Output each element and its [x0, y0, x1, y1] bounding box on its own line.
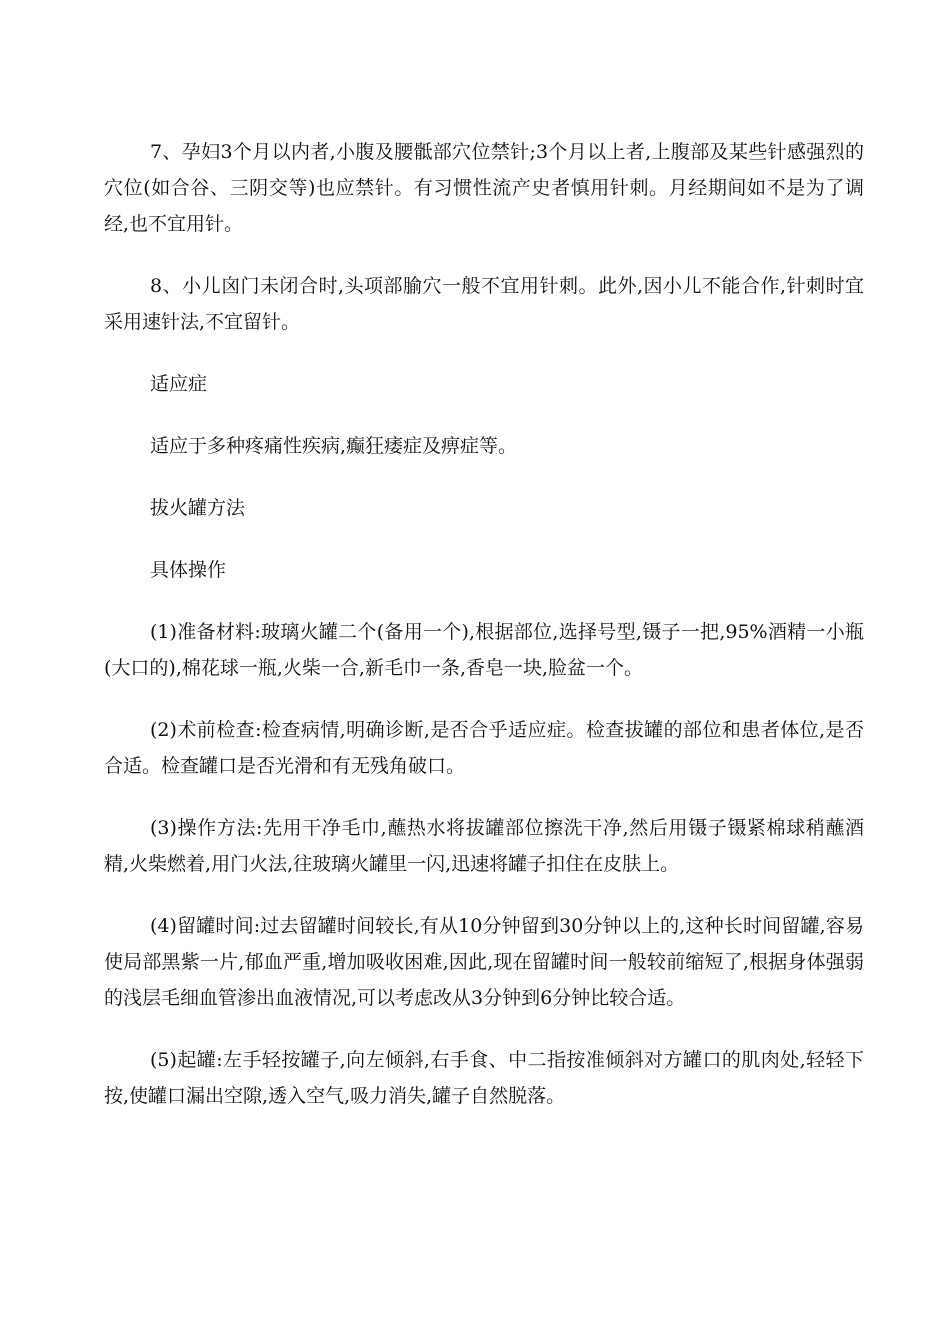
paragraph-step-3: (3)操作方法:先用干净毛巾,蘸热水将拔罐部位擦洗干净,然后用镊子镊紧棉球稍蘸酒精,火柴燃着,用门火法,往玻璃火罐里一闪,迅速将罐子扣住在皮肤上。 [104, 817, 864, 875]
paragraph-step-5: (5)起罐:左手轻按罐子,向左倾斜,右手食、中二指按准倾斜对方罐口的肌肉处,轻轻下按,使罐口漏出空隙,透入空气,吸力消失,罐子自然脱落。 [104, 1049, 864, 1107]
heading-indications: 适应症 [150, 373, 208, 395]
paragraph-step-2: (2)术前检查:检查病情,明确诊断,是否合乎适应症。检查拔罐的部位和患者体位,是否合适。检查罐口是否光滑和有无残角破口。 [104, 719, 864, 777]
paragraph-item-8: 8、小儿囟门未闭合时,头项部腧穴一般不宜用针刺。此外,因小儿不能合作,针刺时宜采用速针法,不宜留针。 [104, 275, 864, 333]
paragraph-step-4: (4)留罐时间:过去留罐时间较长,有从10分钟留到30分钟以上的,这种长时间留罐,容易使局部黑紫一片,郁血严重,增加吸收困难,因此,现在留罐时间一般较前缩短了,根据身体强弱的浅层毛细血管渗出血液情况,可以考虑改从3分钟到6分钟比较合适。 [104, 915, 864, 1009]
heading-operation: 具体操作 [150, 559, 227, 581]
heading-cupping-method: 拔火罐方法 [150, 497, 246, 519]
paragraph-indications: 适应于多种疼痛性疾病,癫狂痿症及痹症等。 [150, 435, 518, 457]
paragraph-step-1: (1)准备材料:玻璃火罐二个(备用一个),根据部位,选择号型,镊子一把,95%酒精一小瓶(大口的),棉花球一瓶,火柴一合,新毛巾一条,香皂一块,脸盆一个。 [104, 621, 864, 679]
document-body [104, 134, 864, 1140]
paragraph-item-7: 7、孕妇3个月以内者,小腹及腰骶部穴位禁针;3个月以上者,上腹部及某些针感强烈的穴位(如合谷、三阴交等)也应禁针。有习惯性流产史者慎用针刺。月经期间如不是为了调经,也不宜用针。 [104, 141, 864, 235]
